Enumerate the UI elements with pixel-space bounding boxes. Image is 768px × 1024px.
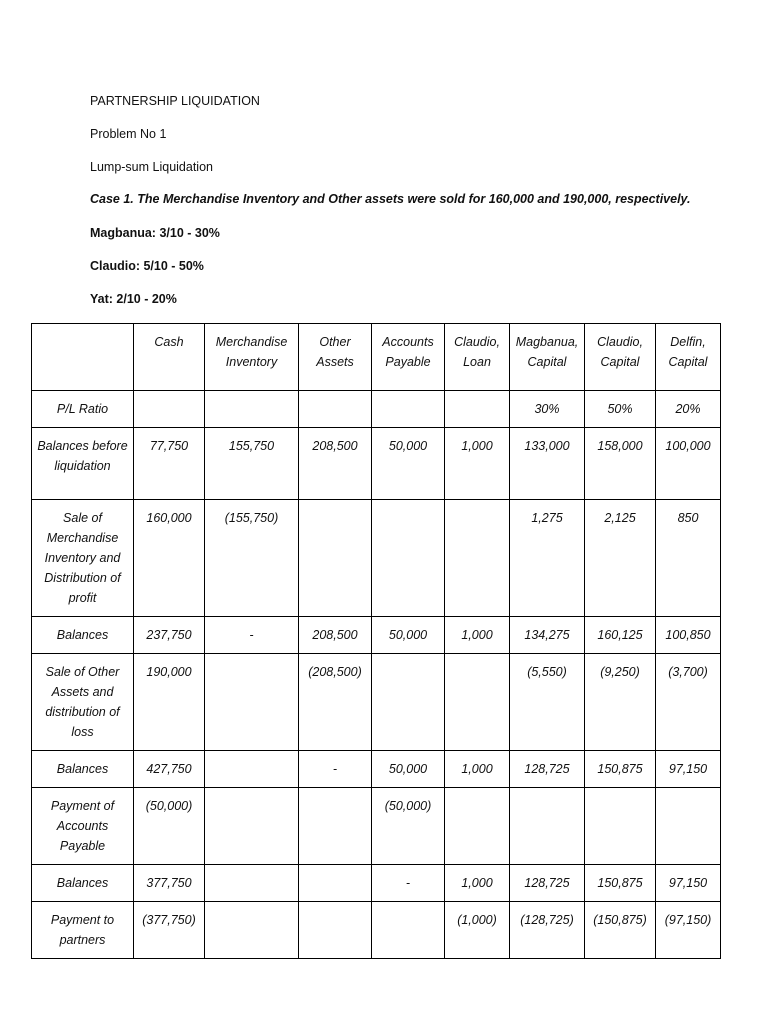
table-cell: 1,275 [510, 500, 585, 617]
table-cell: - [205, 617, 299, 654]
table-cell: 100,000 [656, 428, 721, 500]
ratio-yat: Yat: 2/10 - 20% [90, 292, 177, 306]
table-cell [205, 751, 299, 788]
table-cell: (5,550) [510, 654, 585, 751]
row-label: Sale of Merchandise Inventory and Distribution of profit [32, 500, 134, 617]
table-cell: (155,750) [205, 500, 299, 617]
table-cell [445, 500, 510, 617]
column-header-text: Assets [316, 355, 354, 369]
table-cell: 50% [585, 391, 656, 428]
column-header-text: Cash [154, 335, 184, 349]
column-header [372, 324, 445, 391]
table-cell: 100,850 [656, 617, 721, 654]
table-cell: 97,150 [656, 751, 721, 788]
table-cell: (97,150) [656, 902, 721, 959]
column-header-text [35, 332, 130, 352]
column-header [299, 324, 372, 391]
table-cell: 158,000 [585, 428, 656, 500]
table-row [32, 751, 721, 788]
table-cell: 30% [510, 391, 585, 428]
row-label: Balances before liquidation [32, 428, 134, 500]
table-cell: 208,500 [299, 428, 372, 500]
case-description: Case 1. The Merchandise Inventory and Other assets were sold for 160,000 and 190,000, respectively. [90, 192, 691, 206]
table-cell [205, 391, 299, 428]
column-header-text: Magbanua, [515, 335, 579, 349]
table-cell: 237,750 [134, 617, 205, 654]
table-cell: 50,000 [372, 751, 445, 788]
column-header-text: Accounts [382, 335, 434, 349]
table-header-row [32, 324, 721, 391]
column-header [510, 324, 585, 391]
table-cell [205, 865, 299, 902]
table-cell [372, 902, 445, 959]
table-cell: 160,000 [134, 500, 205, 617]
table-row [32, 865, 721, 902]
table-cell: (3,700) [656, 654, 721, 751]
table-cell [205, 788, 299, 865]
table-cell: - [372, 865, 445, 902]
table-cell [510, 788, 585, 865]
table-cell: 128,725 [510, 865, 585, 902]
column-header [445, 324, 510, 391]
table-row [32, 617, 721, 654]
row-label: Payment of Accounts Payable [32, 788, 134, 865]
row-label: P/L Ratio [32, 391, 134, 428]
table-row [32, 500, 721, 617]
table-cell: (9,250) [585, 654, 656, 751]
column-header-text: Other [319, 335, 351, 349]
table-cell: - [299, 751, 372, 788]
table-cell: (208,500) [299, 654, 372, 751]
table-cell [445, 788, 510, 865]
column-header-text [137, 352, 201, 372]
ratio-magbanua: Magbanua: 3/10 - 30% [90, 226, 220, 240]
table-cell: 150,875 [585, 865, 656, 902]
table-cell [585, 788, 656, 865]
doc-subtitle: Lump-sum Liquidation [90, 160, 213, 174]
column-header-text: Claudio, [597, 335, 643, 349]
table-cell: 150,875 [585, 751, 656, 788]
table-cell: 427,750 [134, 751, 205, 788]
table-row [32, 902, 721, 959]
table-row [32, 391, 721, 428]
table-row [32, 654, 721, 751]
table-cell: 50,000 [372, 428, 445, 500]
column-header [656, 324, 721, 391]
column-header [32, 324, 134, 391]
table-cell: 155,750 [205, 428, 299, 500]
table-cell: 20% [656, 391, 721, 428]
table-cell [445, 654, 510, 751]
table-cell: 377,750 [134, 865, 205, 902]
table-cell [656, 788, 721, 865]
table-cell [299, 391, 372, 428]
column-header-text: Payable [385, 355, 431, 369]
table-cell [372, 654, 445, 751]
table-cell: (377,750) [134, 902, 205, 959]
table-row [32, 788, 721, 865]
table-cell: 1,000 [445, 617, 510, 654]
ratio-claudio: Claudio: 5/10 - 50% [90, 259, 204, 273]
column-header-text [35, 352, 130, 372]
table-cell [372, 391, 445, 428]
column-header [134, 324, 205, 391]
table-cell: 1,000 [445, 751, 510, 788]
table-cell: 97,150 [656, 865, 721, 902]
row-label: Sale of Other Assets and distribution of loss [32, 654, 134, 751]
table-cell: 128,725 [510, 751, 585, 788]
table-cell [205, 902, 299, 959]
table-cell: 160,125 [585, 617, 656, 654]
table-cell [299, 865, 372, 902]
table-cell: 133,000 [510, 428, 585, 500]
table-cell: 190,000 [134, 654, 205, 751]
column-header-text: Capital [668, 355, 708, 369]
column-header-text: Inventory [225, 355, 278, 369]
column-header-text: Capital [600, 355, 640, 369]
row-label: Balances [32, 751, 134, 788]
liquidation-table [31, 323, 721, 959]
table-cell [299, 902, 372, 959]
table-cell: 77,750 [134, 428, 205, 500]
table-cell: 134,275 [510, 617, 585, 654]
column-header-text: Loan [463, 355, 491, 369]
table-cell: (1,000) [445, 902, 510, 959]
table-cell: 1,000 [445, 865, 510, 902]
row-label: Balances [32, 617, 134, 654]
table-cell: 50,000 [372, 617, 445, 654]
table-cell [372, 500, 445, 617]
column-header [585, 324, 656, 391]
table-row [32, 428, 721, 500]
doc-title: PARTNERSHIP LIQUIDATION [90, 94, 260, 108]
row-label: Balances [32, 865, 134, 902]
column-header-text: Claudio, [454, 335, 500, 349]
table-cell [205, 654, 299, 751]
row-label: Payment to partners [32, 902, 134, 959]
table-cell [134, 391, 205, 428]
table-cell: 1,000 [445, 428, 510, 500]
table-cell: (128,725) [510, 902, 585, 959]
column-header-text: Delfin, [670, 335, 706, 349]
table-cell [299, 500, 372, 617]
table-cell: (50,000) [372, 788, 445, 865]
problem-number: Problem No 1 [90, 127, 167, 141]
table-cell: 850 [656, 500, 721, 617]
column-header [205, 324, 299, 391]
table-cell [445, 391, 510, 428]
table-cell [299, 788, 372, 865]
column-header-text: Capital [527, 355, 567, 369]
table-cell: (150,875) [585, 902, 656, 959]
table-cell: 2,125 [585, 500, 656, 617]
table-cell: 208,500 [299, 617, 372, 654]
column-header-text: Merchandise [215, 335, 288, 349]
table-cell: (50,000) [134, 788, 205, 865]
